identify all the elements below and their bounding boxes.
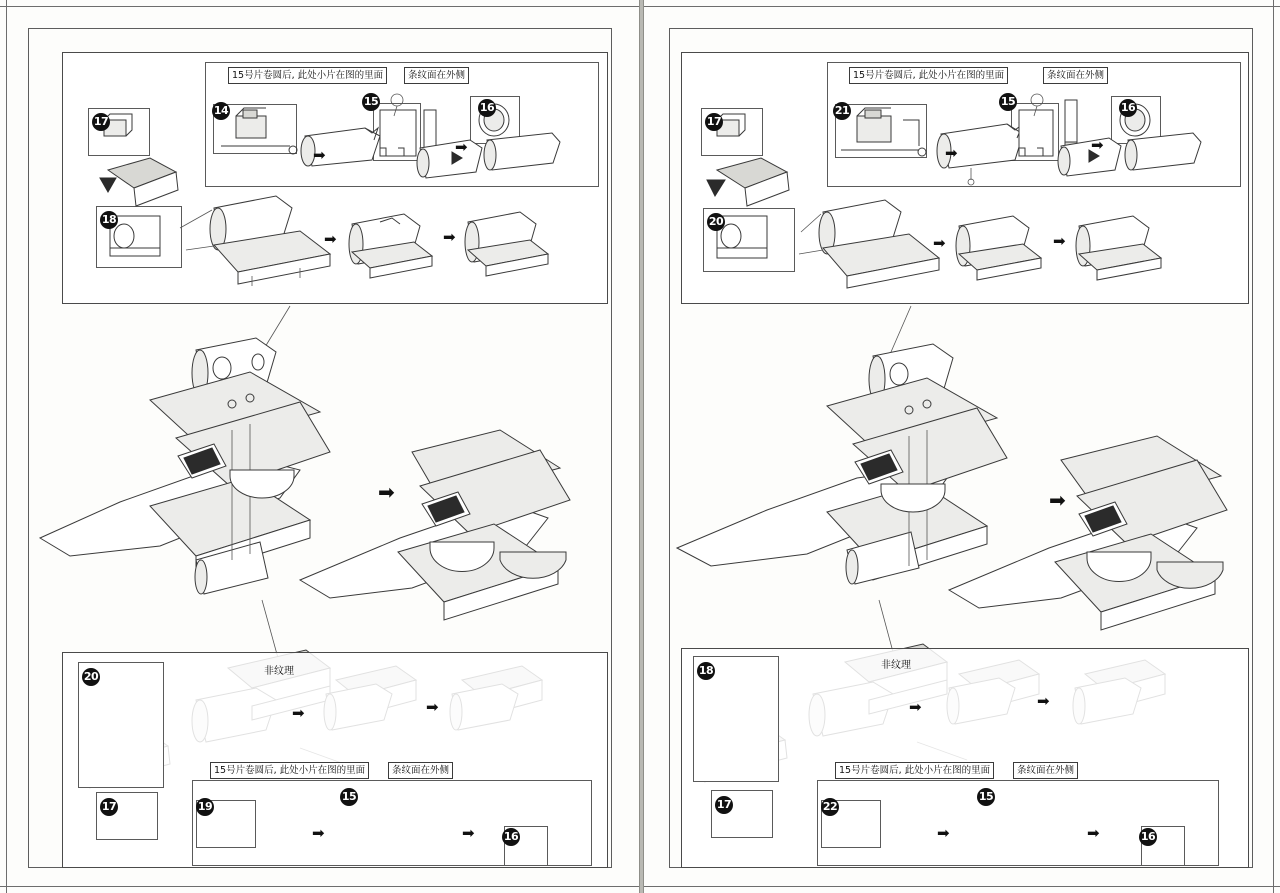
arrow-right-icon: ➡ [426, 698, 439, 716]
step-badge-15: 15 [977, 788, 995, 806]
step-badge-15: 15 [999, 93, 1017, 111]
step-badge-19: 19 [196, 798, 214, 816]
step-badge-17: 17 [92, 113, 110, 131]
arrow-right-icon: ➡ [909, 698, 922, 716]
arrow-assembly-icon: ➡ [378, 480, 395, 504]
step-badge-17: 17 [705, 113, 723, 131]
caption-stripe-note-right-top: 条纹面在外侧 [1043, 67, 1108, 84]
arrow-right-icon: ➡ [312, 824, 325, 842]
step-badge-17: 17 [715, 796, 733, 814]
arrow-right-icon: ➡ [945, 144, 958, 162]
arrow-right-icon: ➡ [462, 824, 475, 842]
caption-stripe-note-right-bottom: 条纹面在外侧 [1013, 762, 1078, 779]
arrow-right-icon: ➡ [1053, 232, 1066, 250]
step-badge-17: 17 [100, 798, 118, 816]
arrow-right-icon: ➡ [455, 138, 468, 156]
step-badge-20: 20 [707, 213, 725, 231]
arrow-right-icon: ➡ [1037, 692, 1050, 710]
arrow-right-icon: ➡ [933, 234, 946, 252]
caption-roll-note-right-bottom: 15号片卷圆后, 此处小片在图的里面 [835, 762, 994, 779]
arrow-right-icon: ➡ [937, 824, 950, 842]
step-badge-16: 16 [1119, 99, 1137, 117]
arrow-right-icon: ➡ [324, 230, 337, 248]
step-badge-21: 21 [833, 102, 851, 120]
right-page [641, 0, 1280, 893]
step-badge-18: 18 [697, 662, 715, 680]
step-badge-15: 15 [340, 788, 358, 806]
arrow-assembly-icon: ➡ [1049, 488, 1066, 512]
arrow-right-icon: ➡ [1091, 136, 1104, 154]
arrow-right-icon: ➡ [1087, 824, 1100, 842]
caption-roll-note-right-top: 15号片卷圆后, 此处小片在图的里面 [849, 67, 1008, 84]
step-badge-16: 16 [478, 99, 496, 117]
arrow-right-icon: ➡ [313, 146, 326, 164]
step-badge-20: 20 [82, 668, 100, 686]
step-badge-18: 18 [100, 211, 118, 229]
caption-stripe-note-left-top: 条纹面在外侧 [404, 67, 469, 84]
caption-roll-note-left-bottom: 15号片卷圆后, 此处小片在图的里面 [210, 762, 369, 779]
label-texture-note-right: 非纹理 [881, 660, 911, 671]
arrow-right-icon: ➡ [292, 704, 305, 722]
step-badge-16: 16 [1139, 828, 1157, 846]
step-badge-16: 16 [502, 828, 520, 846]
caption-roll-note-left-top: 15号片卷圆后, 此处小片在图的里面 [228, 67, 387, 84]
label-texture-note-left: 非纹理 [264, 666, 294, 677]
arrow-right-icon: ➡ [443, 228, 456, 246]
caption-stripe-note-left-bottom: 条纹面在外侧 [388, 762, 453, 779]
step-badge-15: 15 [362, 93, 380, 111]
step-badge-22: 22 [821, 798, 839, 816]
left-page [0, 0, 639, 893]
step-badge-14: 14 [212, 102, 230, 120]
